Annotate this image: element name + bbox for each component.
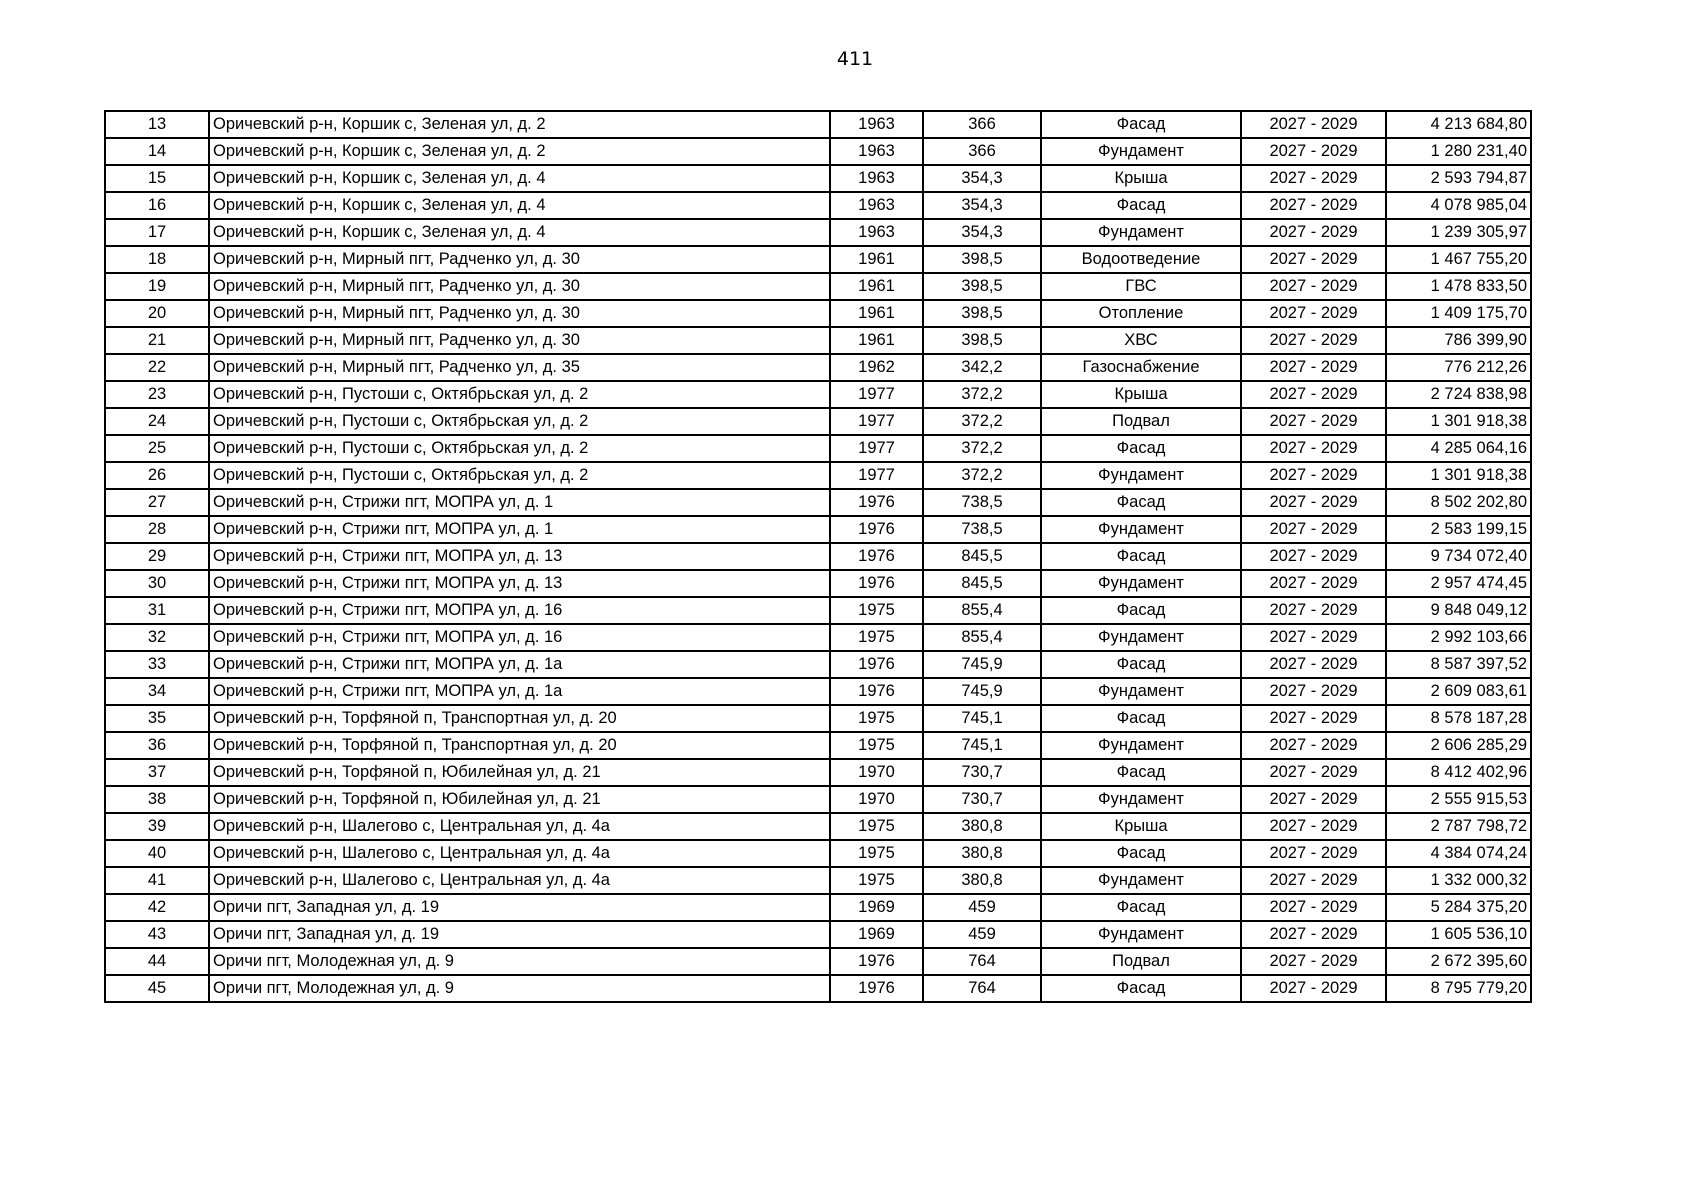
table-row (105, 543, 1531, 570)
address-cell: Оричевский р-н, Стрижи пгт, МОПРА ул, д. 1а (209, 651, 830, 678)
build-year-cell: 1975 (830, 813, 923, 840)
address-cell: Оричи пгт, Западная ул, д. 19 (209, 921, 830, 948)
row-number-cell: 42 (105, 894, 209, 921)
row-number-cell: 41 (105, 867, 209, 894)
build-year-cell: 1961 (830, 246, 923, 273)
area-cell: 354,3 (923, 219, 1041, 246)
address-cell: Оричевский р-н, Торфяной п, Юбилейная ул, д. 21 (209, 786, 830, 813)
period-cell: 2027 - 2029 (1241, 705, 1386, 732)
period-cell: 2027 - 2029 (1241, 516, 1386, 543)
row-number-cell: 36 (105, 732, 209, 759)
build-year-cell: 1962 (830, 354, 923, 381)
work-type-cell: Фасад (1041, 435, 1241, 462)
work-type-cell: Водоотведение (1041, 246, 1241, 273)
area-cell: 745,9 (923, 678, 1041, 705)
period-cell: 2027 - 2029 (1241, 975, 1386, 1002)
row-number-cell: 20 (105, 300, 209, 327)
address-cell: Оричевский р-н, Пустоши с, Октябрьская ул, д. 2 (209, 381, 830, 408)
row-number-cell: 30 (105, 570, 209, 597)
address-cell: Оричевский р-н, Пустоши с, Октябрьская ул, д. 2 (209, 408, 830, 435)
table-row (105, 570, 1531, 597)
cost-cell: 4 384 074,24 (1386, 840, 1531, 867)
build-year-cell: 1961 (830, 273, 923, 300)
build-year-cell: 1977 (830, 381, 923, 408)
period-cell: 2027 - 2029 (1241, 624, 1386, 651)
build-year-cell: 1976 (830, 516, 923, 543)
period-cell: 2027 - 2029 (1241, 165, 1386, 192)
period-cell: 2027 - 2029 (1241, 192, 1386, 219)
period-cell: 2027 - 2029 (1241, 273, 1386, 300)
work-type-cell: Газоснабжение (1041, 354, 1241, 381)
cost-cell: 1 409 175,70 (1386, 300, 1531, 327)
area-cell: 745,9 (923, 651, 1041, 678)
cost-cell: 5 284 375,20 (1386, 894, 1531, 921)
build-year-cell: 1976 (830, 678, 923, 705)
period-cell: 2027 - 2029 (1241, 489, 1386, 516)
cost-cell: 2 606 285,29 (1386, 732, 1531, 759)
period-cell: 2027 - 2029 (1241, 651, 1386, 678)
table-row (105, 624, 1531, 651)
period-cell: 2027 - 2029 (1241, 786, 1386, 813)
area-cell: 398,5 (923, 300, 1041, 327)
row-number-cell: 31 (105, 597, 209, 624)
area-cell: 372,2 (923, 408, 1041, 435)
period-cell: 2027 - 2029 (1241, 435, 1386, 462)
address-cell: Оричевский р-н, Стрижи пгт, МОПРА ул, д. 13 (209, 543, 830, 570)
build-year-cell: 1969 (830, 921, 923, 948)
row-number-cell: 25 (105, 435, 209, 462)
area-cell: 459 (923, 894, 1041, 921)
row-number-cell: 23 (105, 381, 209, 408)
area-cell: 354,3 (923, 165, 1041, 192)
period-cell: 2027 - 2029 (1241, 597, 1386, 624)
work-type-cell: Подвал (1041, 948, 1241, 975)
build-year-cell: 1975 (830, 705, 923, 732)
work-type-cell: ГВС (1041, 273, 1241, 300)
address-cell: Оричевский р-н, Пустоши с, Октябрьская ул, д. 2 (209, 435, 830, 462)
table-row (105, 516, 1531, 543)
cost-cell: 2 724 838,98 (1386, 381, 1531, 408)
table-row (105, 111, 1531, 138)
address-cell: Оричевский р-н, Мирный пгт, Радченко ул, д. 30 (209, 246, 830, 273)
work-type-cell: Фасад (1041, 489, 1241, 516)
work-type-cell: Фасад (1041, 975, 1241, 1002)
row-number-cell: 24 (105, 408, 209, 435)
table-row (105, 246, 1531, 273)
cost-cell: 8 502 202,80 (1386, 489, 1531, 516)
row-number-cell: 29 (105, 543, 209, 570)
row-number-cell: 40 (105, 840, 209, 867)
period-cell: 2027 - 2029 (1241, 894, 1386, 921)
work-type-cell: Фундамент (1041, 732, 1241, 759)
row-number-cell: 15 (105, 165, 209, 192)
table-row (105, 165, 1531, 192)
address-cell: Оричевский р-н, Коршик с, Зеленая ул, д. 4 (209, 219, 830, 246)
build-year-cell: 1976 (830, 543, 923, 570)
work-type-cell: Фундамент (1041, 138, 1241, 165)
work-type-cell: Крыша (1041, 165, 1241, 192)
work-type-cell: Фасад (1041, 651, 1241, 678)
row-number-cell: 16 (105, 192, 209, 219)
build-year-cell: 1975 (830, 624, 923, 651)
cost-cell: 2 992 103,66 (1386, 624, 1531, 651)
period-cell: 2027 - 2029 (1241, 678, 1386, 705)
work-type-cell: Крыша (1041, 813, 1241, 840)
period-cell: 2027 - 2029 (1241, 948, 1386, 975)
build-year-cell: 1977 (830, 408, 923, 435)
period-cell: 2027 - 2029 (1241, 408, 1386, 435)
work-type-cell: Фасад (1041, 543, 1241, 570)
table-row (105, 408, 1531, 435)
cost-cell: 1 478 833,50 (1386, 273, 1531, 300)
table-row (105, 948, 1531, 975)
table-row (105, 435, 1531, 462)
address-cell: Оричевский р-н, Шалегово с, Центральная ул, д. 4а (209, 813, 830, 840)
build-year-cell: 1970 (830, 786, 923, 813)
row-number-cell: 26 (105, 462, 209, 489)
area-cell: 745,1 (923, 705, 1041, 732)
period-cell: 2027 - 2029 (1241, 759, 1386, 786)
work-type-cell: Фасад (1041, 840, 1241, 867)
period-cell: 2027 - 2029 (1241, 570, 1386, 597)
cost-cell: 776 212,26 (1386, 354, 1531, 381)
work-type-cell: Фундамент (1041, 570, 1241, 597)
work-type-cell: Фундамент (1041, 624, 1241, 651)
cost-cell: 4 285 064,16 (1386, 435, 1531, 462)
area-cell: 354,3 (923, 192, 1041, 219)
row-number-cell: 19 (105, 273, 209, 300)
period-cell: 2027 - 2029 (1241, 813, 1386, 840)
work-type-cell: ХВС (1041, 327, 1241, 354)
area-cell: 380,8 (923, 867, 1041, 894)
page-number: 411 (836, 48, 874, 70)
row-number-cell: 27 (105, 489, 209, 516)
row-number-cell: 38 (105, 786, 209, 813)
period-cell: 2027 - 2029 (1241, 840, 1386, 867)
area-cell: 380,8 (923, 813, 1041, 840)
address-cell: Оричевский р-н, Стрижи пгт, МОПРА ул, д. 1а (209, 678, 830, 705)
area-cell: 845,5 (923, 570, 1041, 597)
area-cell: 372,2 (923, 462, 1041, 489)
work-type-cell: Крыша (1041, 381, 1241, 408)
build-year-cell: 1969 (830, 894, 923, 921)
work-type-cell: Фасад (1041, 705, 1241, 732)
work-type-cell: Фундамент (1041, 462, 1241, 489)
area-cell: 730,7 (923, 786, 1041, 813)
table-row (105, 840, 1531, 867)
build-year-cell: 1975 (830, 597, 923, 624)
period-cell: 2027 - 2029 (1241, 867, 1386, 894)
cost-cell: 2 787 798,72 (1386, 813, 1531, 840)
work-type-cell: Фундамент (1041, 921, 1241, 948)
table-row (105, 975, 1531, 1002)
work-type-cell: Фундамент (1041, 678, 1241, 705)
work-type-cell: Подвал (1041, 408, 1241, 435)
cost-cell: 8 412 402,96 (1386, 759, 1531, 786)
work-type-cell: Фасад (1041, 111, 1241, 138)
area-cell: 764 (923, 948, 1041, 975)
cost-cell: 1 280 231,40 (1386, 138, 1531, 165)
area-cell: 738,5 (923, 489, 1041, 516)
address-cell: Оричевский р-н, Шалегово с, Центральная ул, д. 4а (209, 867, 830, 894)
cost-cell: 1 301 918,38 (1386, 408, 1531, 435)
row-number-cell: 33 (105, 651, 209, 678)
cost-cell: 1 239 305,97 (1386, 219, 1531, 246)
build-year-cell: 1977 (830, 462, 923, 489)
address-cell: Оричевский р-н, Стрижи пгт, МОПРА ул, д. 13 (209, 570, 830, 597)
row-number-cell: 34 (105, 678, 209, 705)
row-number-cell: 32 (105, 624, 209, 651)
period-cell: 2027 - 2029 (1241, 381, 1386, 408)
table-row (105, 759, 1531, 786)
build-year-cell: 1963 (830, 165, 923, 192)
address-cell: Оричевский р-н, Шалегово с, Центральная ул, д. 4а (209, 840, 830, 867)
period-cell: 2027 - 2029 (1241, 327, 1386, 354)
area-cell: 398,5 (923, 327, 1041, 354)
row-number-cell: 45 (105, 975, 209, 1002)
build-year-cell: 1975 (830, 867, 923, 894)
address-cell: Оричевский р-н, Стрижи пгт, МОПРА ул, д. 1 (209, 489, 830, 516)
row-number-cell: 13 (105, 111, 209, 138)
work-type-cell: Фасад (1041, 759, 1241, 786)
address-cell: Оричи пгт, Молодежная ул, д. 9 (209, 948, 830, 975)
row-number-cell: 37 (105, 759, 209, 786)
address-cell: Оричевский р-н, Мирный пгт, Радченко ул, д. 35 (209, 354, 830, 381)
area-cell: 398,5 (923, 273, 1041, 300)
address-cell: Оричевский р-н, Мирный пгт, Радченко ул, д. 30 (209, 273, 830, 300)
area-cell: 855,4 (923, 597, 1041, 624)
row-number-cell: 43 (105, 921, 209, 948)
table-row (105, 813, 1531, 840)
area-cell: 342,2 (923, 354, 1041, 381)
build-year-cell: 1963 (830, 219, 923, 246)
table-row (105, 732, 1531, 759)
cost-cell: 4 078 985,04 (1386, 192, 1531, 219)
address-cell: Оричи пгт, Западная ул, д. 19 (209, 894, 830, 921)
cost-cell: 2 593 794,87 (1386, 165, 1531, 192)
table-row (105, 462, 1531, 489)
address-cell: Оричевский р-н, Торфяной п, Юбилейная ул, д. 21 (209, 759, 830, 786)
area-cell: 845,5 (923, 543, 1041, 570)
address-cell: Оричевский р-н, Коршик с, Зеленая ул, д. 2 (209, 138, 830, 165)
table-row (105, 381, 1531, 408)
row-number-cell: 14 (105, 138, 209, 165)
area-cell: 366 (923, 138, 1041, 165)
work-type-cell: Фасад (1041, 192, 1241, 219)
build-year-cell: 1963 (830, 138, 923, 165)
row-number-cell: 18 (105, 246, 209, 273)
period-cell: 2027 - 2029 (1241, 219, 1386, 246)
row-number-cell: 35 (105, 705, 209, 732)
cost-cell: 2 555 915,53 (1386, 786, 1531, 813)
area-cell: 398,5 (923, 246, 1041, 273)
cost-cell: 4 213 684,80 (1386, 111, 1531, 138)
row-number-cell: 17 (105, 219, 209, 246)
table-body (105, 111, 1531, 1002)
build-year-cell: 1975 (830, 732, 923, 759)
area-cell: 366 (923, 111, 1041, 138)
area-cell: 764 (923, 975, 1041, 1002)
row-number-cell: 21 (105, 327, 209, 354)
table-row (105, 678, 1531, 705)
table-row (105, 138, 1531, 165)
cost-cell: 2 609 083,61 (1386, 678, 1531, 705)
cost-cell: 8 578 187,28 (1386, 705, 1531, 732)
build-year-cell: 1976 (830, 570, 923, 597)
address-cell: Оричевский р-н, Пустоши с, Октябрьская ул, д. 2 (209, 462, 830, 489)
work-type-cell: Фасад (1041, 597, 1241, 624)
table-row (105, 867, 1531, 894)
period-cell: 2027 - 2029 (1241, 732, 1386, 759)
build-year-cell: 1970 (830, 759, 923, 786)
cost-cell: 2 583 199,15 (1386, 516, 1531, 543)
build-year-cell: 1976 (830, 489, 923, 516)
table-row (105, 705, 1531, 732)
table-row (105, 894, 1531, 921)
address-cell: Оричевский р-н, Коршик с, Зеленая ул, д. 4 (209, 192, 830, 219)
area-cell: 372,2 (923, 435, 1041, 462)
work-type-cell: Фасад (1041, 894, 1241, 921)
work-type-cell: Фундамент (1041, 786, 1241, 813)
table-row (105, 273, 1531, 300)
build-year-cell: 1963 (830, 192, 923, 219)
period-cell: 2027 - 2029 (1241, 138, 1386, 165)
build-year-cell: 1976 (830, 948, 923, 975)
table-row (105, 354, 1531, 381)
area-cell: 730,7 (923, 759, 1041, 786)
row-number-cell: 28 (105, 516, 209, 543)
period-cell: 2027 - 2029 (1241, 246, 1386, 273)
work-type-cell: Фундамент (1041, 219, 1241, 246)
build-year-cell: 1963 (830, 111, 923, 138)
address-cell: Оричевский р-н, Торфяной п, Транспортная ул, д. 20 (209, 705, 830, 732)
address-cell: Оричевский р-н, Стрижи пгт, МОПРА ул, д. 16 (209, 624, 830, 651)
table-row (105, 786, 1531, 813)
area-cell: 459 (923, 921, 1041, 948)
cost-cell: 1 467 755,20 (1386, 246, 1531, 273)
build-year-cell: 1976 (830, 975, 923, 1002)
area-cell: 380,8 (923, 840, 1041, 867)
row-number-cell: 22 (105, 354, 209, 381)
address-cell: Оричевский р-н, Торфяной п, Транспортная ул, д. 20 (209, 732, 830, 759)
work-type-cell: Фундамент (1041, 516, 1241, 543)
cost-cell: 8 587 397,52 (1386, 651, 1531, 678)
address-cell: Оричевский р-н, Коршик с, Зеленая ул, д. 2 (209, 111, 830, 138)
address-cell: Оричевский р-н, Мирный пгт, Радченко ул, д. 30 (209, 327, 830, 354)
cost-cell: 2 957 474,45 (1386, 570, 1531, 597)
period-cell: 2027 - 2029 (1241, 111, 1386, 138)
address-cell: Оричевский р-н, Стрижи пгт, МОПРА ул, д. 1 (209, 516, 830, 543)
build-year-cell: 1977 (830, 435, 923, 462)
cost-cell: 9 734 072,40 (1386, 543, 1531, 570)
build-year-cell: 1961 (830, 327, 923, 354)
cost-cell: 1 605 536,10 (1386, 921, 1531, 948)
period-cell: 2027 - 2029 (1241, 300, 1386, 327)
table-row (105, 300, 1531, 327)
area-cell: 738,5 (923, 516, 1041, 543)
cost-cell: 9 848 049,12 (1386, 597, 1531, 624)
table-row (105, 597, 1531, 624)
table-row (105, 921, 1531, 948)
table-row (105, 651, 1531, 678)
period-cell: 2027 - 2029 (1241, 543, 1386, 570)
build-year-cell: 1976 (830, 651, 923, 678)
address-cell: Оричи пгт, Молодежная ул, д. 9 (209, 975, 830, 1002)
work-type-cell: Отопление (1041, 300, 1241, 327)
build-year-cell: 1975 (830, 840, 923, 867)
area-cell: 745,1 (923, 732, 1041, 759)
address-cell: Оричевский р-н, Коршик с, Зеленая ул, д. 4 (209, 165, 830, 192)
area-cell: 855,4 (923, 624, 1041, 651)
cost-cell: 1 332 000,32 (1386, 867, 1531, 894)
table-row (105, 327, 1531, 354)
address-cell: Оричевский р-н, Мирный пгт, Радченко ул, д. 30 (209, 300, 830, 327)
cost-cell: 1 301 918,38 (1386, 462, 1531, 489)
period-cell: 2027 - 2029 (1241, 921, 1386, 948)
capital-repair-table (104, 110, 1532, 1003)
cost-cell: 8 795 779,20 (1386, 975, 1531, 1002)
table-row (105, 192, 1531, 219)
build-year-cell: 1961 (830, 300, 923, 327)
table-row (105, 489, 1531, 516)
cost-cell: 786 399,90 (1386, 327, 1531, 354)
table-row (105, 219, 1531, 246)
address-cell: Оричевский р-н, Стрижи пгт, МОПРА ул, д. 16 (209, 597, 830, 624)
area-cell: 372,2 (923, 381, 1041, 408)
row-number-cell: 44 (105, 948, 209, 975)
row-number-cell: 39 (105, 813, 209, 840)
work-type-cell: Фундамент (1041, 867, 1241, 894)
period-cell: 2027 - 2029 (1241, 462, 1386, 489)
period-cell: 2027 - 2029 (1241, 354, 1386, 381)
cost-cell: 2 672 395,60 (1386, 948, 1531, 975)
